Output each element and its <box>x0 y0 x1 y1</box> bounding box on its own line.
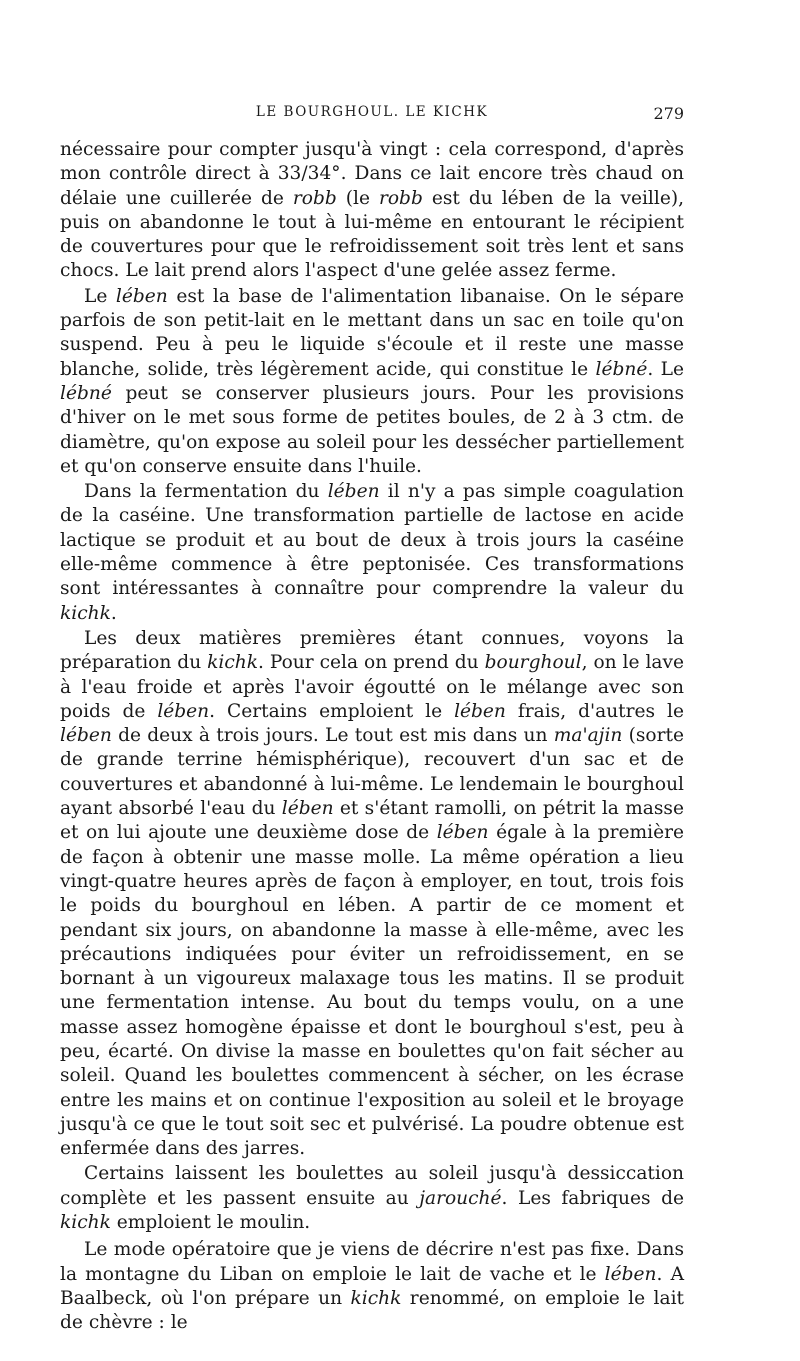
italic-term: kichk <box>60 1212 111 1234</box>
text-run: . A Baalbeck, où l'on prépare un <box>60 1263 684 1309</box>
italic-term: kichk <box>60 602 111 624</box>
italic-term: robb <box>378 187 423 209</box>
body-text <box>60 138 684 1336</box>
paragraph-5 <box>60 1162 684 1235</box>
text-run: emploient le moulin. <box>110 1212 311 1234</box>
text-run: , on le lave à l'eau froide et après l'avoir égoutté on le mélange avec son poids de <box>60 652 684 722</box>
text-run: est du lében de la veille), puis on abandonne le tout à lui-même en entourant le récipient de couvertures pour que le refroidissement soit très lent et sans chocs. Le lait prend alors l'aspect d'une gelée assez ferme. <box>60 187 684 282</box>
paragraph-3 <box>60 480 684 626</box>
text-run: peut se conserver plusieurs jours. Pour les provisions d'hiver on le met sous forme de petites boules, de 2 à 3 ctm. de diamètre, qu'on expose au soleil pour les dessécher partiellement et qu'on conserve ensuite dans l'huile. <box>60 382 684 477</box>
text-run: et s'étant ramolli, on pétrit la masse et on lui ajoute une deuxième dose de <box>60 798 684 844</box>
italic-term: lébné <box>60 382 112 404</box>
text-run: Le <box>84 285 116 307</box>
paragraph-4 <box>60 627 684 1162</box>
running-head: LE BOURGHOUL. LE KICHK <box>255 104 489 120</box>
italic-term: lében <box>281 798 334 820</box>
text-run: Le mode opératoire que je viens de décrire n'est pas fixe. Dans la montagne du Liban on emploie le lait de vache et le <box>60 1239 684 1285</box>
italic-term: ma'ajin <box>553 725 623 747</box>
text-run: Les deux matières premières étant connues, voyons la préparation du <box>60 627 684 674</box>
text-run: nécessaire pour compter jusqu'à vingt : cela correspond, d'après mon contrôle direct à 33/34°. Dans ce lait encore très chaud on délaie une cuillerée de <box>60 139 684 209</box>
paragraph-2 <box>60 285 684 479</box>
italic-term: jarouché <box>419 1187 502 1209</box>
text-run: . Certains emploient le <box>209 700 455 722</box>
italic-term: kichk <box>207 652 258 674</box>
text-run: frais, d'autres le <box>505 700 684 722</box>
text-run: Certains laissent les boulettes au soleil jusqu'à dessiccation complète et les passent ensuite au <box>60 1163 684 1209</box>
text-run: est la base de l'alimentation libanaise. On le sépare parfois de son petit-lait en le mettant dans un sac en toile qu'on suspend. Peu à peu le liquide s'écoule et il reste une masse blanche, solide, très légèrement acide, qui constitue le <box>60 285 685 380</box>
text-run: . Pour cela on prend du <box>258 652 485 674</box>
italic-term: bourghoul <box>484 652 582 674</box>
italic-term: lében <box>60 725 112 747</box>
text-run: (le <box>336 187 379 209</box>
text-run: . Le <box>647 358 684 380</box>
italic-term: lébné <box>595 358 648 380</box>
italic-term: lében <box>157 700 210 722</box>
page-number: 279 <box>653 104 684 123</box>
text-run: égale à la première de façon à obtenir une masse molle. La même opération a lieu vingt-quatre heures après de façon à employer, en tout, trois fois le poids du bourghoul en lében. A partir de ce moment et pendant six jours, on abandonne la masse à elle-même, avec les précautions indiquées pour éviter un refroidissement, en se bornant à un vigoureux malaxage tous les matins. Il se produit une fermentation intense. Au bout du temps voulu, on a une masse assez homogène épaisse et dont le bourghoul s'est, peu à peu, écarté. On divise la masse en boulettes qu'on fait sécher au soleil. Quand les boulettes commencent à sécher, on les écrase entre les mains et on continue l'exposition au soleil et le broyage jusqu'à ce que le tout soit sec et pulvérisé. La poudre obtenue est enfermée dans des jarres. <box>60 822 684 1160</box>
italic-term: lében <box>604 1263 657 1285</box>
text-run: . <box>110 602 117 624</box>
text-run: . Les fabriques de <box>501 1187 684 1209</box>
italic-term: lében <box>454 700 506 722</box>
text-run: renommé, on emploie le lait de chèvre : le <box>60 1287 684 1334</box>
paragraph-1 <box>60 138 684 284</box>
italic-term: lében <box>115 285 168 307</box>
page-header <box>60 104 684 124</box>
italic-term: kichk <box>350 1287 402 1309</box>
italic-term: lében <box>436 822 489 844</box>
text-run: il n'y a pas simple coagulation de la caséine. Une transformation partielle de lactose en acide lactique se produit et au bout de deux à trois jours la caséine elle-même commence à être peptonisée. Ces transformations sont intéressantes à connaître pour comprendre la valeur du <box>60 481 685 600</box>
text-run: Dans la fermentation du <box>84 481 328 503</box>
italic-term: robb <box>292 187 337 209</box>
text-run: (sorte de grande terrine hémisphérique), recouvert d'un sac et de couvertures et abandonné à lui-même. Le lendemain le bourghoul ayant absorbé l'eau du <box>60 725 684 820</box>
text-run: de deux à trois jours. Le tout est mis dans un <box>111 725 554 747</box>
italic-term: lében <box>327 481 380 503</box>
paragraph-6 <box>60 1238 684 1335</box>
